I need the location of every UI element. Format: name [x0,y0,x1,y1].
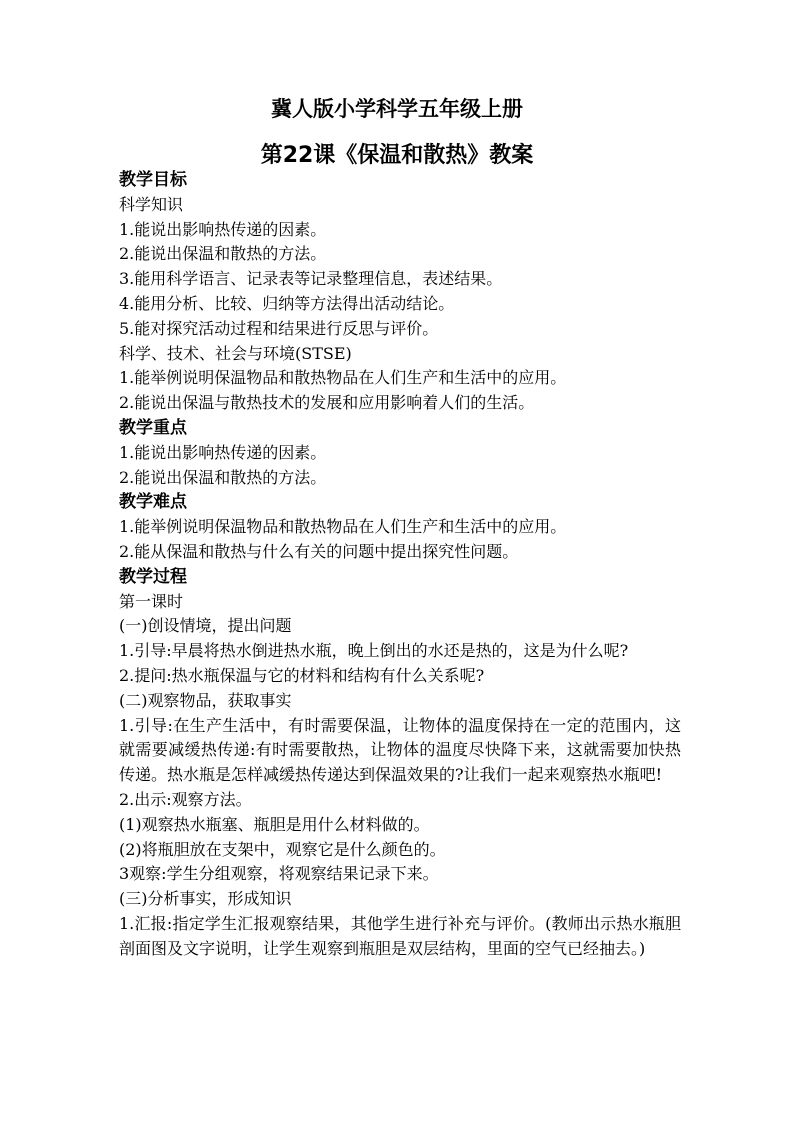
text-line: 1.能说出影响热传递的因素。 [119,442,327,462]
text-line: 1.引导:早晨将热水倒进热水瓶，晚上倒出的水还是热的，这是为什么呢? [119,641,629,661]
text-line: 1.能说出影响热传递的因素。 [119,219,327,239]
text-line: 2.能从保温和散热与什么有关的问题中提出探究性问题。 [119,541,519,561]
text-line: 2.提问:热水瓶保温与它的材料和结构有什么关系呢? [119,665,485,685]
section-heading: 教学过程 [119,566,187,587]
text-line: 科学知识 [119,194,184,214]
text-line: 第一课时 [119,591,184,611]
document-title: 冀人版小学科学五年级上册 [271,97,523,121]
text-line: 3观察:学生分组观察，将观察结果记录下来。 [119,864,439,884]
document-subtitle: 第22课《保温和散热》教案 [260,143,534,168]
section-heading: 教学难点 [119,492,187,513]
text-line: 1.引导:在生产生活中，有时需要保温，让物体的温度保持在一定的范围内，这就需要减缓热传递:有时需要散热，让物体的温度尽快降下来，这就需要加快热传递。热水瓶是怎样减缓热传递达到保温效果的?让我们一起来观察热水瓶吧! [119,715,681,785]
text-line: 1.能举例说明保温物品和散热物品在人们生产和生活中的应用。 [119,517,567,537]
text-line: (二)观察物品，获取事实 [119,690,292,710]
document-body [119,168,681,962]
text-line: 1.能举例说明保温物品和散热物品在人们生产和生活中的应用。 [119,368,567,388]
text-line: 2.出示:观察方法。 [119,789,252,809]
text-line: 科学、技术、社会与环境(STSE) [119,343,352,363]
text-line: 5.能对探究活动过程和结果进行反思与评价。 [119,318,439,338]
text-line: (2)将瓶胆放在支架中，观察它是什么颜色的。 [119,839,446,859]
text-line: 3.能用科学语言、记录表等记录整理信息，表述结果。 [119,269,503,289]
section-heading: 教学重点 [119,417,187,438]
text-line: 1.汇报:指定学生汇报观察结果，其他学生进行补充与评价。(教师出示热水瓶胆剖面图及文字说明，让学生观察到瓶胆是双层结构，里面的空气已经抽去。) [119,913,681,958]
text-line: 2.能说出保温和散热的方法。 [119,244,327,264]
section-heading: 教学目标 [119,170,187,190]
text-line: (1)观察热水瓶塞、瓶胆是用什么材料做的。 [119,814,430,834]
text-line: 4.能用分析、比较、归纳等方法得出活动结论。 [119,293,455,313]
text-line: (三)分析事实，形成知识 [119,889,292,909]
text-line: 2.能说出保温和散热的方法。 [119,467,327,487]
text-line: 2.能说出保温与散热技术的发展和应用影响着人们的生活。 [119,393,535,413]
text-line: (一)创设情境，提出问题 [119,616,292,636]
